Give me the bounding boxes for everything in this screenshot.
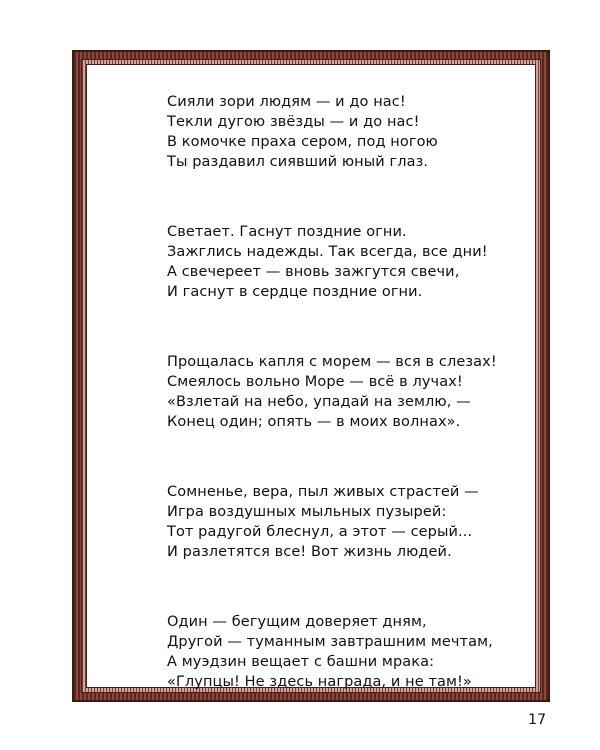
poem-line: Смеялось вольно Море — всё в лучах! [167, 374, 463, 390]
poem-line: Текли дугою звёзды — и до нас! [167, 114, 420, 130]
poem-line: Прощалась капля с морем — вся в слезах! [167, 354, 497, 370]
poem-line: В комочке праха сером, под ногою [167, 134, 438, 150]
poem-line: И разлетятся все! Вот жизнь людей. [167, 544, 452, 560]
poem-line: А муэдзин вещает с башни мрака: [167, 654, 435, 670]
poem-line: Конец один; опять — в моих волнах». [167, 414, 461, 430]
poem-panel [86, 64, 536, 688]
poem-line: А свечереет — вновь зажгутся свечи, [167, 264, 460, 280]
poem-line: Игра воздушных мыльных пузырей: [167, 504, 447, 520]
stanza-5 [167, 612, 493, 692]
poem-line: Ты раздавил сиявший юный глаз. [167, 154, 429, 170]
poem-line: Зажглись надежды. Так всегда, все дни! [167, 244, 488, 260]
page-number: 17 [528, 712, 546, 728]
decorative-border-inner [81, 59, 541, 693]
poem-line: Светает. Гаснут поздние огни. [167, 224, 407, 240]
stanza-4 [167, 482, 487, 562]
poem-line: И гаснут в сердце поздние огни. [167, 284, 423, 300]
poem-line: «Глупцы! Не здесь награда, и не там!» [167, 674, 472, 690]
poem [167, 92, 497, 742]
poem-line: Один — бегущим доверяет дням, [167, 614, 427, 630]
stanza-1 [167, 92, 487, 172]
poem-line: «Взлетай на небо, упадай на землю, — [167, 394, 471, 410]
stanza-3 [167, 352, 497, 432]
poem-line: Тот радугой блеснул, а этот — серый... [167, 524, 473, 540]
poem-line: Сияли зори людям — и до нас! [167, 94, 406, 110]
decorative-border [72, 50, 550, 702]
poem-line: Сомненье, вера, пыл живых страстей — [167, 484, 479, 500]
stanza-2 [167, 222, 487, 302]
poem-line: Другой — туманным завтрашним мечтам, [167, 634, 493, 650]
